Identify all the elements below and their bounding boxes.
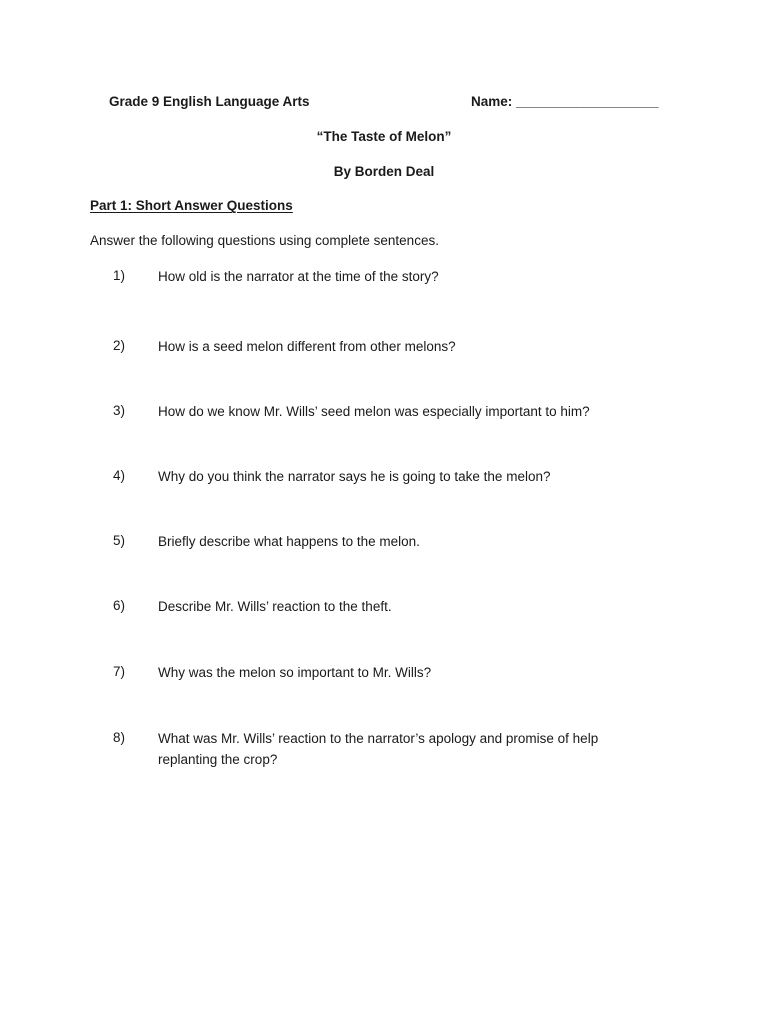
- instructions: Answer the following questions using complete sentences.: [90, 233, 439, 248]
- question-text: Why do you think the narrator says he is going to take the melon?: [158, 469, 551, 484]
- part-heading: Part 1: Short Answer Questions: [90, 198, 293, 213]
- question-text: How old is the narrator at the time of the story?: [158, 269, 439, 284]
- question-number: 6): [113, 598, 126, 613]
- question-number: 7): [113, 664, 126, 679]
- question-number: 1): [113, 268, 126, 283]
- story-title: “The Taste of Melon”: [316, 129, 452, 144]
- question-number: 5): [113, 533, 126, 548]
- question-text: How do we know Mr. Wills’ seed melon was especially important to him?: [158, 404, 590, 419]
- question-number: 4): [113, 468, 126, 483]
- question-text: Describe Mr. Wills’ reaction to the theft.: [158, 599, 392, 614]
- question-number: 8): [113, 730, 126, 745]
- story-author: By Borden Deal: [333, 164, 435, 179]
- question-number: 3): [113, 403, 126, 418]
- course-title: Grade 9 English Language Arts: [109, 94, 310, 109]
- question-text: How is a seed melon different from other melons?: [158, 339, 456, 354]
- question-text: What was Mr. Wills’ reaction to the narrator’s apology and promise of help replanting the crop?: [158, 731, 599, 767]
- question-number: 2): [113, 338, 126, 353]
- question-text: Briefly describe what happens to the melon.: [158, 534, 420, 549]
- question-text: Why was the melon so important to Mr. Wills?: [158, 665, 432, 680]
- name-field-label: Name: ___________________: [471, 94, 659, 109]
